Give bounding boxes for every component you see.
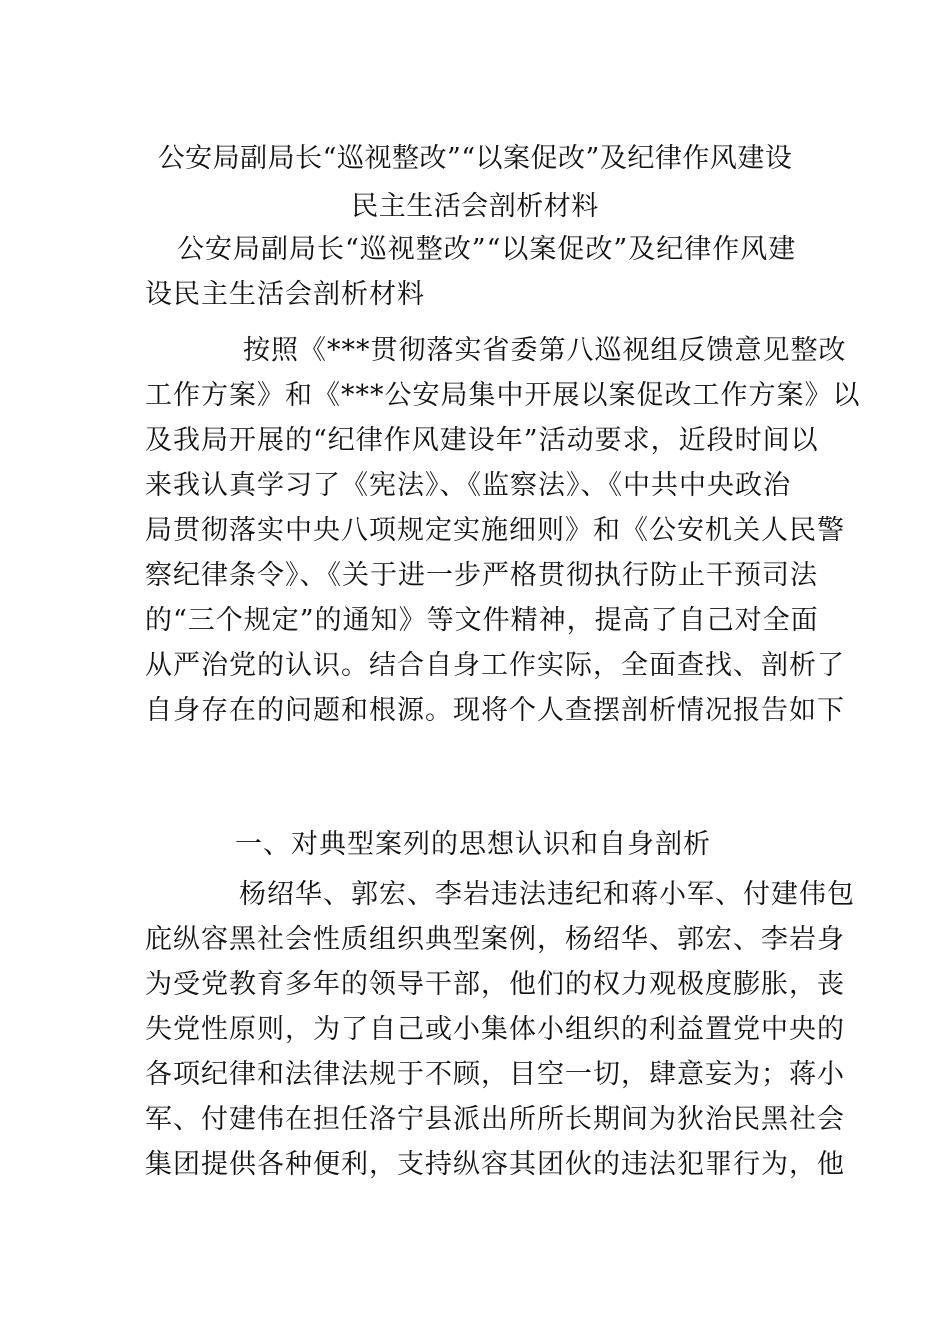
section-line: 为受党教育多年的领导干部，他们的权力观极度膨胀，丧 xyxy=(145,969,845,1000)
intro-line: 按照《***贯彻落实省委第八巡视组反馈意见整改 xyxy=(243,335,847,366)
subtitle-line: 公安局副局长“巡视整改”“以案促改”及纪律作风建 xyxy=(177,234,797,265)
section-line: 庇纵容黑社会性质组织典型案例，杨绍华、郭宏、李岩身 xyxy=(145,924,845,955)
section-heading xyxy=(145,822,810,867)
intro-line: 及我局开展的“纪律作风建设年”活动要求，近段时间以 xyxy=(145,425,819,456)
intro-line: 自身存在的问题和根源。现将个人查摆剖析情况报告如下 xyxy=(145,695,845,726)
intro-line: 工作方案》和《***公安局集中开展以案促改工作方案》以 xyxy=(145,380,861,411)
intro-line: 从严治党的认识。结合自身工作实际，全面查找、剖析了 xyxy=(145,650,845,681)
intro-line: 局贯彻落实中央八项规定实施细则》和《公安机关人民警 xyxy=(145,515,845,546)
section-line: 各项纪律和法律法规于不顾，目空一切，肆意妄为；蒋小 xyxy=(145,1059,845,1090)
section-line: 杨绍华、郭宏、李岩违法违纪和蒋小军、付建伟包 xyxy=(239,879,855,910)
intro-line: 来我认真学习了《宪法》、《监察法》、《中共中央政治 xyxy=(145,470,791,501)
section-line: 集团提供各种便利，支持纵容其团伙的违法犯罪行为，他 xyxy=(145,1149,845,1180)
document-title-line-1: 公安局副局长“巡视整改”“以案促改”及纪律作风建设 xyxy=(157,143,793,174)
section-paragraph xyxy=(145,872,855,1187)
section-line: 失党性原则，为了自己或小集体小组织的利益置党中央的 xyxy=(145,1014,845,1045)
section-line: 军、付建伟在担任洛宁县派出所所长期间为狄治民黑社会 xyxy=(145,1104,845,1135)
document-title-line-2: 民主生活会剖析材料 xyxy=(351,191,599,222)
intro-line: 的“三个规定”的通知》等文件精神，提高了自己对全面 xyxy=(145,605,819,636)
subtitle-line: 设民主生活会剖析材料 xyxy=(145,279,425,310)
section-heading-text: 一、对典型案列的思想认识和自身剖析 xyxy=(235,829,711,860)
intro-line: 察纪律条令》、《关于进一步严格贯彻执行防止干预司法 xyxy=(145,560,818,591)
intro-paragraph xyxy=(145,328,861,733)
document-subtitle xyxy=(145,227,810,317)
